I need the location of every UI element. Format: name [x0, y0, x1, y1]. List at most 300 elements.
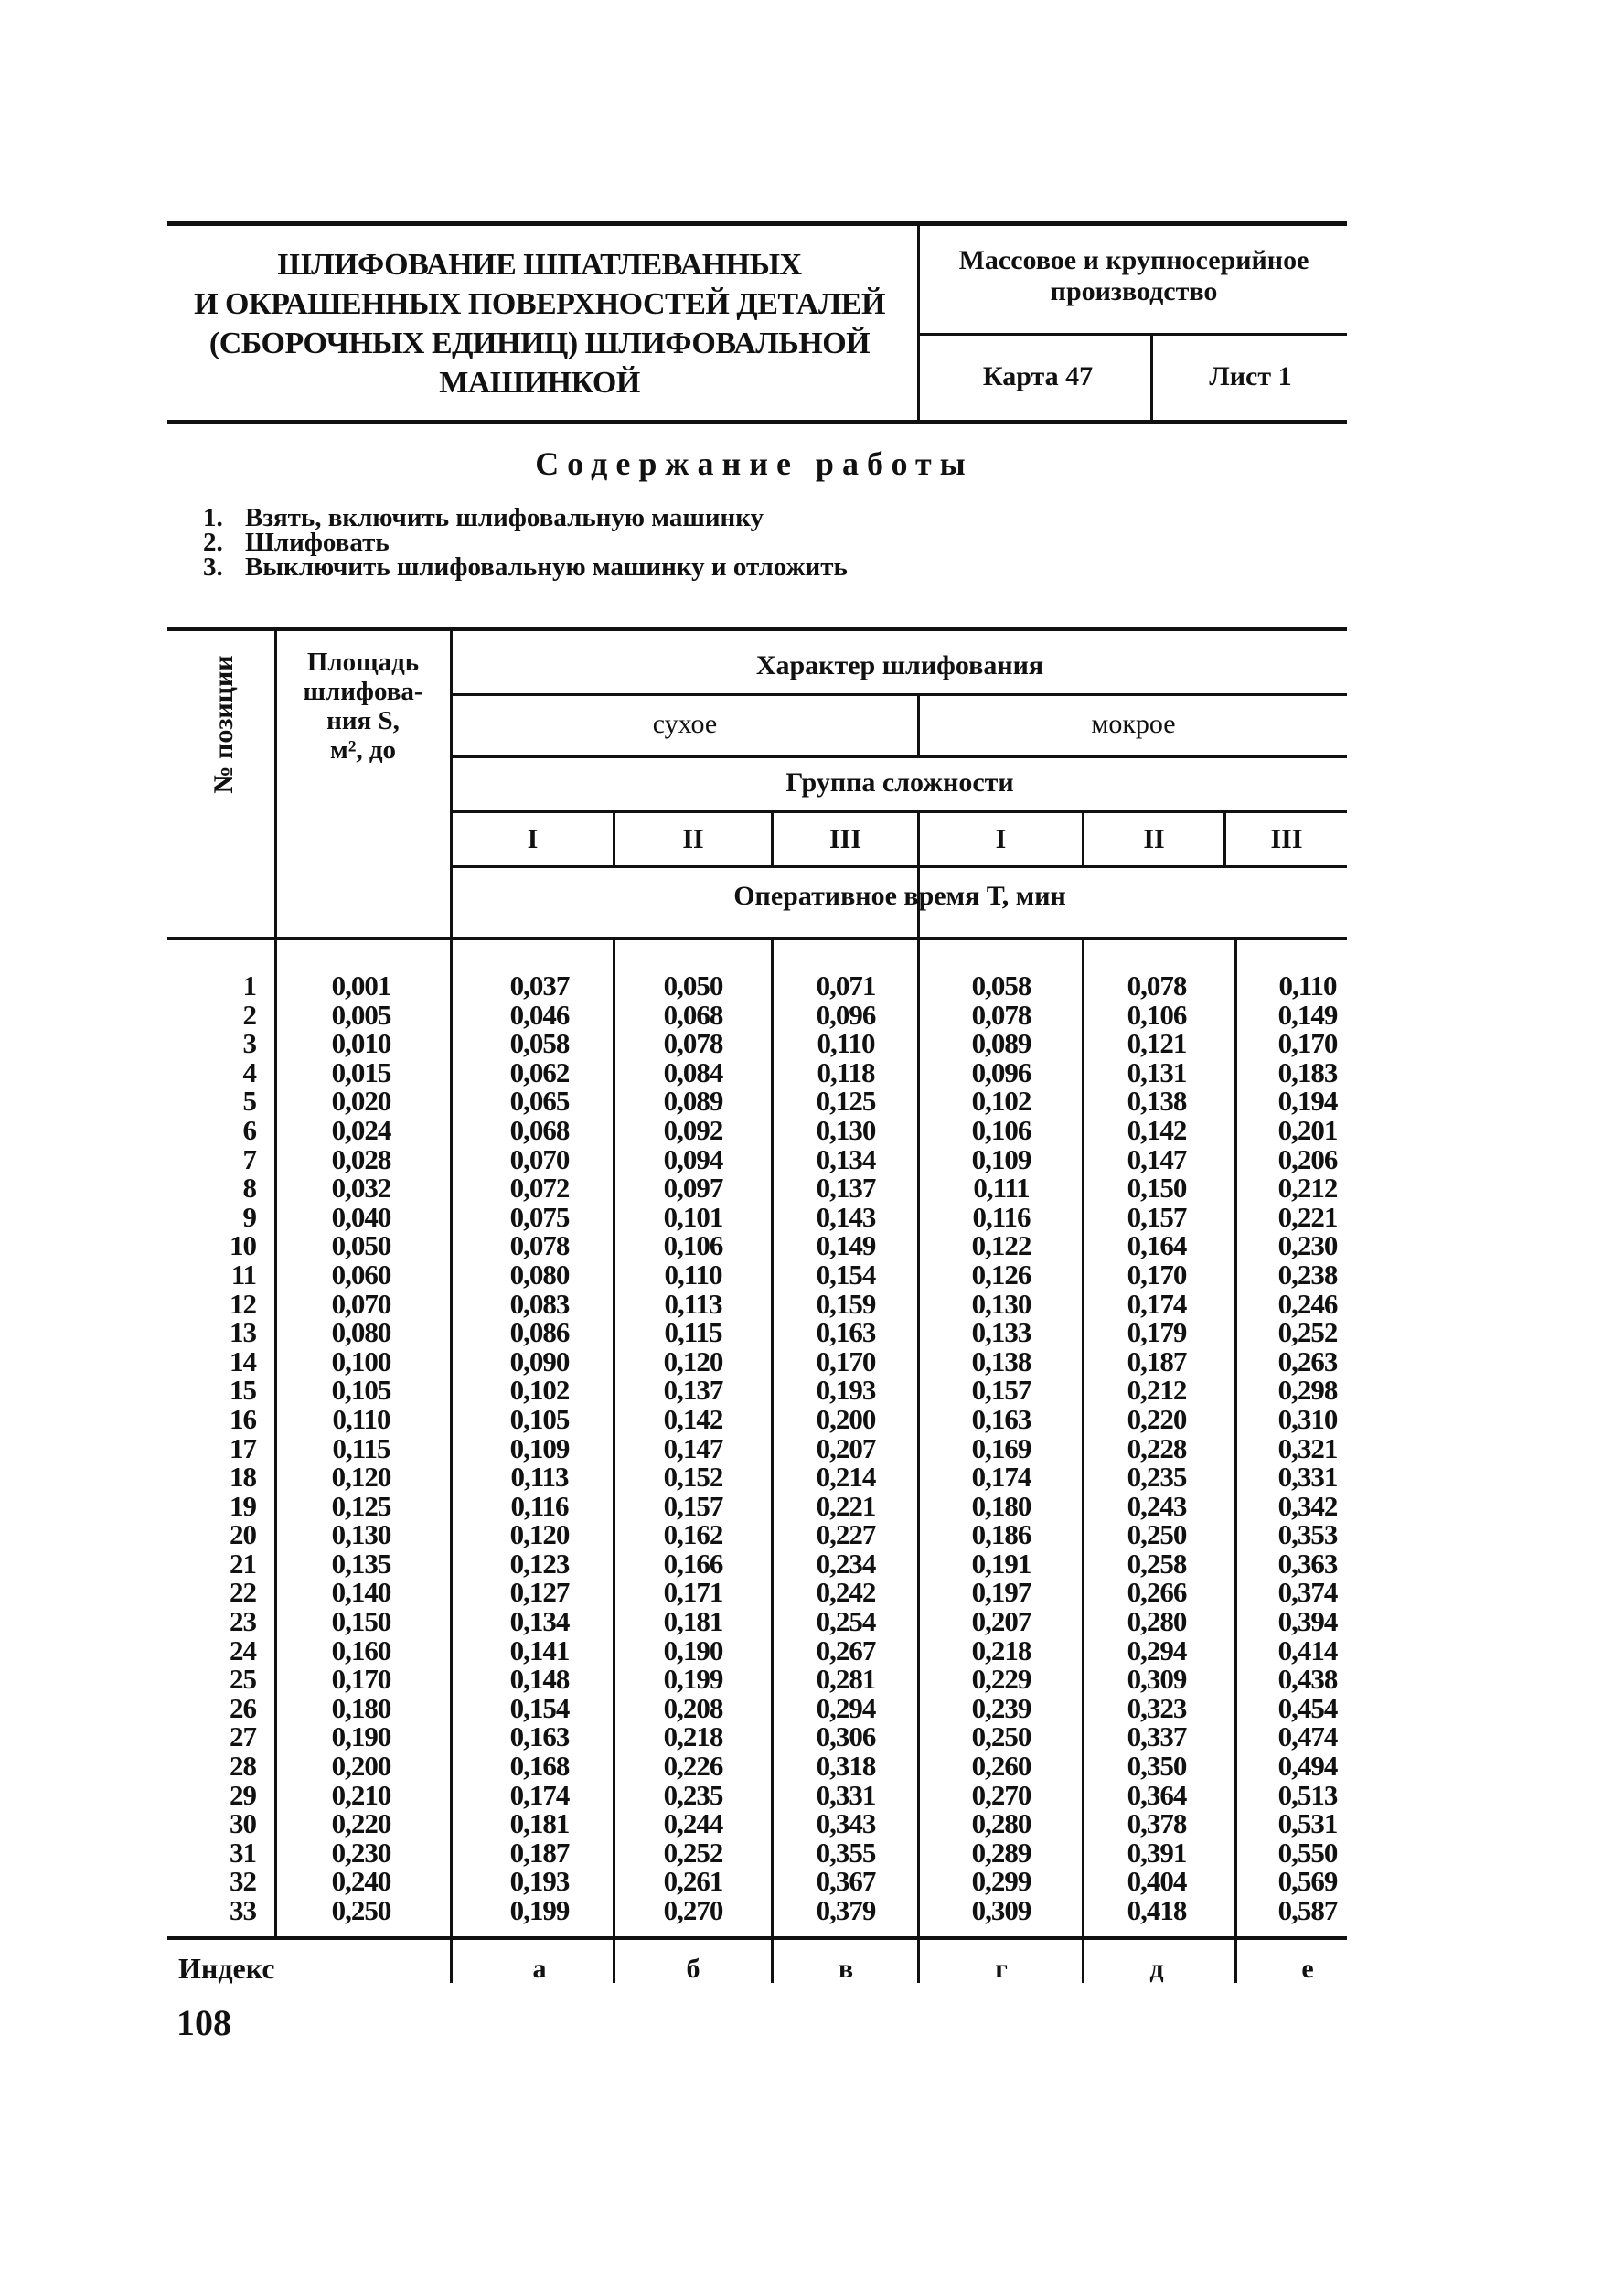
time-cell: 0,239: [971, 1691, 1031, 1724]
table-row: [0, 1607, 1624, 1636]
time-cell: 0,138: [1127, 1085, 1187, 1118]
position-cell: 3: [242, 1027, 256, 1060]
time-cell: 0,246: [1277, 1287, 1338, 1320]
time-cell: 0,229: [971, 1663, 1031, 1696]
time-cell: 0,157: [1127, 1200, 1187, 1233]
production-type: [924, 245, 1344, 307]
time-cell: 0,218: [663, 1720, 723, 1753]
table-row: [0, 1142, 1624, 1175]
time-cell: 0,149: [1277, 998, 1338, 1031]
time-cell: 0,159: [816, 1287, 876, 1320]
time-cell: 0,130: [816, 1113, 876, 1146]
time-cell: 0,454: [1277, 1691, 1338, 1724]
time-cell: 0,220: [1127, 1402, 1187, 1435]
table-row: [0, 1431, 1624, 1464]
time-cell: 0,363: [1277, 1547, 1338, 1580]
table-top-rule: [167, 627, 1347, 631]
time-cell: 0,170: [816, 1345, 876, 1377]
table-row: [0, 1691, 1624, 1724]
area-cell: 0,001: [331, 970, 391, 1002]
time-cell: 0,353: [1277, 1518, 1338, 1551]
time-cell: 0,306: [816, 1720, 876, 1753]
time-cell: 0,299: [971, 1865, 1031, 1898]
area-header-line: Площадь: [306, 648, 420, 677]
position-cell: 1: [242, 970, 256, 1002]
dry-header: сухое: [652, 709, 718, 739]
position-cell: 7: [242, 1142, 256, 1175]
time-cell: 0,142: [663, 1402, 723, 1435]
area-cell: 0,028: [331, 1142, 391, 1175]
area-cell: 0,010: [331, 1027, 391, 1060]
time-cell: 0,157: [663, 1489, 723, 1522]
time-cell: 0,181: [663, 1605, 723, 1638]
table-row: [0, 1231, 1624, 1260]
table-row: [0, 1578, 1624, 1607]
area-cell: 0,250: [331, 1894, 391, 1926]
table-row: [0, 1029, 1624, 1058]
time-cell: 0,235: [663, 1778, 723, 1811]
document-title-line: И ОКРАШЕННЫХ ПОВЕРХНОСТЕЙ ДЕТАЛЕЙ: [194, 287, 885, 321]
area-header-line: м², до: [329, 735, 397, 765]
time-cell: 0,391: [1127, 1836, 1187, 1869]
time-cell: 0,120: [663, 1345, 723, 1377]
time-cell: 0,133: [971, 1316, 1031, 1349]
time-cell: 0,131: [1127, 1055, 1187, 1088]
time-cell: 0,084: [663, 1055, 723, 1088]
time-cell: 0,342: [1277, 1489, 1338, 1522]
time-cell: 0,193: [816, 1374, 876, 1407]
time-cell: 0,168: [509, 1750, 570, 1783]
time-cell: 0,212: [1277, 1172, 1338, 1205]
time-cell: 0,094: [663, 1142, 723, 1175]
time-cell: 0,086: [509, 1316, 570, 1349]
table-row: [0, 1318, 1624, 1347]
time-cell: 0,218: [971, 1634, 1031, 1666]
position-cell: 2: [242, 998, 256, 1031]
time-cell: 0,078: [509, 1229, 570, 1262]
time-cell: 0,294: [1127, 1634, 1187, 1666]
area-cell: 0,160: [331, 1634, 391, 1666]
time-cell: 0,187: [1127, 1345, 1187, 1377]
time-cell: 0,569: [1277, 1865, 1338, 1898]
time-cell: 0,106: [663, 1229, 723, 1262]
area-cell: 0,070: [331, 1287, 391, 1320]
time-cell: 0,078: [663, 1027, 723, 1060]
time-cell: 0,394: [1277, 1605, 1338, 1638]
time-cell: 0,062: [509, 1055, 570, 1088]
index-letter: б: [686, 1954, 700, 1984]
time-cell: 0,252: [663, 1836, 723, 1869]
index-letter: д: [1149, 1954, 1164, 1984]
time-cell: 0,280: [1127, 1605, 1187, 1638]
time-cell: 0,418: [1127, 1894, 1187, 1926]
time-cell: 0,181: [509, 1807, 570, 1840]
time-cell: 0,050: [663, 970, 723, 1002]
time-cell: 0,318: [816, 1750, 876, 1783]
time-cell: 0,143: [816, 1200, 876, 1233]
time-cell: 0,438: [1277, 1663, 1338, 1696]
time-cell: 0,263: [1277, 1345, 1338, 1377]
time-cell: 0,186: [971, 1518, 1031, 1551]
area-header-line: шлифова-: [303, 677, 423, 706]
area-cell: 0,120: [331, 1461, 391, 1494]
table-divider: [453, 865, 1347, 868]
position-cell: 8: [242, 1172, 256, 1205]
time-cell: 0,260: [971, 1750, 1031, 1783]
time-cell: 0,068: [509, 1113, 570, 1146]
time-cell: 0,281: [816, 1663, 876, 1696]
header-vertical-divider: [917, 223, 920, 423]
time-cell: 0,221: [816, 1489, 876, 1522]
table-body: [0, 971, 1624, 1925]
table-row: [0, 1838, 1624, 1868]
area-cell: 0,050: [331, 1229, 391, 1262]
time-cell: 0,071: [816, 970, 876, 1002]
document-title: [174, 245, 905, 402]
time-cell: 0,190: [663, 1634, 723, 1666]
time-cell: 0,214: [816, 1461, 876, 1494]
position-cell: 25: [230, 1663, 256, 1696]
time-cell: 0,102: [971, 1085, 1031, 1118]
position-cell: 10: [230, 1229, 256, 1262]
time-cell: 0,193: [509, 1865, 570, 1898]
time-cell: 0,137: [663, 1374, 723, 1407]
table-row: [0, 1287, 1624, 1320]
time-cell: 0,550: [1277, 1836, 1338, 1869]
time-cell: 0,261: [663, 1865, 723, 1898]
time-cell: 0,162: [663, 1518, 723, 1551]
time-cell: 0,083: [509, 1287, 570, 1320]
position-cell: 30: [230, 1807, 256, 1840]
index-label: Индекс: [178, 1952, 275, 1985]
area-cell: 0,150: [331, 1605, 391, 1638]
table-row: [0, 1200, 1624, 1233]
table-row: [0, 1867, 1624, 1896]
document-title-line: ШЛИФОВАНИЕ ШПАТЛЕВАННЫХ: [277, 248, 802, 282]
area-cell: 0,115: [332, 1431, 390, 1464]
time-cell: 0,137: [816, 1172, 876, 1205]
table-row: [0, 1520, 1624, 1549]
time-cell: 0,130: [971, 1287, 1031, 1320]
table-row: [0, 998, 1624, 1031]
time-cell: 0,163: [509, 1720, 570, 1753]
time-cell: 0,149: [816, 1229, 876, 1262]
time-cell: 0,089: [663, 1085, 723, 1118]
time-cell: 0,127: [509, 1576, 570, 1609]
time-cell: 0,166: [663, 1547, 723, 1580]
area-cell: 0,200: [331, 1750, 391, 1783]
position-cell: 9: [242, 1200, 256, 1233]
time-cell: 0,250: [1127, 1518, 1187, 1551]
header-bottom-rule: [167, 420, 1347, 424]
position-cell: 6: [242, 1113, 256, 1146]
time-cell: 0,170: [1277, 1027, 1338, 1060]
position-cell: 24: [230, 1634, 256, 1666]
area-cell: 0,170: [331, 1663, 391, 1696]
work-step: 1. Взять, включить шлифовальную машинку: [203, 503, 764, 532]
table-row: [0, 1665, 1624, 1694]
area-cell: 0,220: [331, 1807, 391, 1840]
time-cell: 0,221: [1277, 1200, 1338, 1233]
area-cell: 0,240: [331, 1865, 391, 1898]
time-cell: 0,243: [1127, 1489, 1187, 1522]
time-cell: 0,157: [971, 1374, 1031, 1407]
time-cell: 0,309: [971, 1894, 1031, 1926]
position-cell: 13: [230, 1316, 256, 1349]
wet-header: мокрое: [1091, 709, 1176, 739]
position-cell: 21: [230, 1547, 256, 1580]
table-row: [0, 1636, 1624, 1666]
table-divider: [453, 755, 1347, 758]
time-cell: 0,075: [509, 1200, 570, 1233]
time-cell: 0,201: [1277, 1113, 1338, 1146]
time-cell: 0,046: [509, 998, 570, 1031]
time-cell: 0,212: [1127, 1374, 1187, 1407]
index-letter: в: [838, 1954, 854, 1984]
production-type-line: производство: [1050, 276, 1218, 306]
time-cell: 0,110: [664, 1258, 722, 1291]
group-cell: III: [1270, 824, 1303, 854]
time-cell: 0,118: [817, 1055, 875, 1088]
time-cell: 0,078: [1127, 970, 1187, 1002]
time-cell: 0,494: [1277, 1750, 1338, 1783]
position-cell: 12: [230, 1287, 256, 1320]
time-cell: 0,037: [509, 970, 570, 1002]
position-cell: 32: [230, 1865, 256, 1898]
time-cell: 0,147: [663, 1431, 723, 1464]
time-cell: 0,587: [1277, 1894, 1338, 1926]
position-column-header: № позиции: [208, 655, 239, 794]
time-cell: 0,238: [1277, 1258, 1338, 1291]
time-cell: 0,163: [971, 1402, 1031, 1435]
table-row: [0, 1463, 1624, 1492]
time-cell: 0,226: [663, 1750, 723, 1783]
time-cell: 0,254: [816, 1605, 876, 1638]
card-number: Карта 47: [982, 361, 1094, 391]
area-cell: 0,100: [331, 1345, 391, 1377]
time-cell: 0,230: [1277, 1229, 1338, 1262]
time-cell: 0,152: [663, 1461, 723, 1494]
position-cell: 5: [242, 1085, 256, 1118]
area-cell: 0,060: [331, 1258, 391, 1291]
work-step: 2. Шлифовать: [203, 528, 390, 557]
time-cell: 0,116: [510, 1489, 569, 1522]
time-cell: 0,141: [509, 1634, 570, 1666]
document-title-line: (СБОРОЧНЫХ ЕДИНИЦ) ШЛИФОВАЛЬНОЙ: [208, 327, 871, 360]
index-letter: г: [995, 1954, 1008, 1984]
time-cell: 0,089: [971, 1027, 1031, 1060]
time-cell: 0,109: [509, 1431, 570, 1464]
table-row: [0, 1376, 1624, 1405]
position-cell: 20: [230, 1518, 256, 1551]
table-row: [0, 1809, 1624, 1838]
time-cell: 0,101: [663, 1200, 723, 1233]
time-cell: 0,122: [971, 1229, 1031, 1262]
table-head-bottom-rule: [167, 937, 1347, 940]
time-cell: 0,266: [1127, 1576, 1187, 1609]
area-cell: 0,032: [331, 1172, 391, 1205]
time-cell: 0,414: [1277, 1634, 1338, 1666]
group-cell: I: [995, 824, 1007, 854]
time-cell: 0,121: [1127, 1027, 1187, 1060]
time-cell: 0,174: [509, 1778, 570, 1811]
area-header-line: ния S,: [326, 706, 400, 735]
time-cell: 0,110: [1278, 970, 1337, 1002]
time-cell: 0,294: [816, 1691, 876, 1724]
time-cell: 0,080: [509, 1258, 570, 1291]
time-cell: 0,197: [971, 1576, 1031, 1609]
time-cell: 0,126: [971, 1258, 1031, 1291]
time-cell: 0,207: [971, 1605, 1031, 1638]
time-cell: 0,321: [1277, 1431, 1338, 1464]
time-cell: 0,102: [509, 1374, 570, 1407]
time-cell: 0,227: [816, 1518, 876, 1551]
time-cell: 0,170: [1127, 1258, 1187, 1291]
table-row: [0, 1752, 1624, 1781]
area-cell: 0,230: [331, 1836, 391, 1869]
work-content-title: Содержание работы: [535, 445, 974, 482]
position-cell: 4: [242, 1055, 256, 1088]
time-cell: 0,270: [663, 1894, 723, 1926]
time-cell: 0,513: [1277, 1778, 1338, 1811]
time-cell: 0,242: [816, 1576, 876, 1609]
production-type-line: Массовое и крупносерийное: [958, 245, 1309, 275]
index-letter: а: [532, 1954, 547, 1984]
area-cell: 0,020: [331, 1085, 391, 1118]
table-row: [0, 1722, 1624, 1752]
operative-time-header: Оперативное время Т, мин: [733, 881, 1066, 911]
position-cell: 16: [230, 1402, 256, 1435]
time-cell: 0,208: [663, 1691, 723, 1724]
time-cell: 0,109: [971, 1142, 1031, 1175]
time-cell: 0,183: [1277, 1055, 1338, 1088]
position-cell: 18: [230, 1461, 256, 1494]
table-divider: [453, 693, 1347, 696]
time-cell: 0,068: [663, 998, 723, 1031]
time-cell: 0,174: [971, 1461, 1031, 1494]
time-cell: 0,270: [971, 1778, 1031, 1811]
area-cell: 0,080: [331, 1316, 391, 1349]
time-cell: 0,106: [1127, 998, 1187, 1031]
table-row: [0, 1489, 1624, 1522]
time-cell: 0,058: [509, 1027, 570, 1060]
time-cell: 0,250: [971, 1720, 1031, 1753]
table-row: [0, 1402, 1624, 1435]
time-cell: 0,096: [971, 1055, 1031, 1088]
time-cell: 0,134: [816, 1142, 876, 1175]
time-cell: 0,244: [663, 1807, 723, 1840]
time-cell: 0,147: [1127, 1142, 1187, 1175]
position-cell: 29: [230, 1778, 256, 1811]
table-row: [0, 1778, 1624, 1811]
time-cell: 0,115: [664, 1316, 722, 1349]
group-cell: II: [1143, 824, 1165, 854]
header-top-rule: [167, 221, 1347, 226]
time-cell: 0,123: [509, 1547, 570, 1580]
area-cell: 0,190: [331, 1720, 391, 1753]
time-cell: 0,331: [816, 1778, 876, 1811]
area-cell: 0,180: [331, 1691, 391, 1724]
time-cell: 0,280: [971, 1807, 1031, 1840]
position-cell: 31: [230, 1836, 256, 1869]
time-cell: 0,174: [1127, 1287, 1187, 1320]
position-cell: 11: [230, 1258, 256, 1291]
time-cell: 0,267: [816, 1634, 876, 1666]
time-cell: 0,252: [1277, 1316, 1338, 1349]
time-cell: 0,206: [1277, 1142, 1338, 1175]
time-cell: 0,092: [663, 1113, 723, 1146]
group-cell: II: [682, 824, 704, 854]
time-cell: 0,138: [971, 1345, 1031, 1377]
time-cell: 0,228: [1127, 1431, 1187, 1464]
position-cell: 17: [230, 1431, 256, 1464]
time-cell: 0,171: [663, 1576, 723, 1609]
time-cell: 0,194: [1277, 1085, 1338, 1118]
time-cell: 0,097: [663, 1172, 723, 1205]
area-cell: 0,125: [331, 1489, 391, 1522]
area-cell: 0,135: [331, 1547, 391, 1580]
time-cell: 0,070: [509, 1142, 570, 1175]
time-cell: 0,180: [971, 1489, 1031, 1522]
time-cell: 0,169: [971, 1431, 1031, 1464]
area-cell: 0,005: [331, 998, 391, 1031]
sheet-number: Лист 1: [1209, 361, 1292, 391]
time-cell: 0,337: [1127, 1720, 1187, 1753]
position-cell: 26: [230, 1691, 256, 1724]
complexity-group-header: Группа сложности: [785, 767, 1014, 798]
time-cell: 0,150: [1127, 1172, 1187, 1205]
time-cell: 0,065: [509, 1085, 570, 1118]
time-cell: 0,191: [971, 1547, 1031, 1580]
time-cell: 0,379: [816, 1894, 876, 1926]
time-cell: 0,258: [1127, 1547, 1187, 1580]
area-cell: 0,040: [331, 1200, 391, 1233]
page-number: 108: [176, 2002, 231, 2043]
index-letter: е: [1301, 1954, 1314, 1984]
time-cell: 0,120: [509, 1518, 570, 1551]
time-cell: 0,090: [509, 1345, 570, 1377]
time-cell: 0,078: [971, 998, 1031, 1031]
time-cell: 0,058: [971, 970, 1031, 1002]
time-cell: 0,125: [816, 1085, 876, 1118]
work-steps-list: [203, 503, 1300, 582]
time-cell: 0,331: [1277, 1461, 1338, 1494]
table-row: [0, 1549, 1624, 1579]
table-row: [0, 1113, 1624, 1146]
table-row: [0, 1896, 1624, 1925]
area-cell: 0,105: [331, 1374, 391, 1407]
table-row: [0, 1173, 1624, 1203]
time-cell: 0,364: [1127, 1778, 1187, 1811]
time-cell: 0,111: [973, 1172, 1030, 1205]
time-cell: 0,154: [509, 1691, 570, 1724]
time-cell: 0,404: [1127, 1865, 1187, 1898]
time-cell: 0,531: [1277, 1807, 1338, 1840]
time-cell: 0,105: [509, 1402, 570, 1435]
time-cell: 0,298: [1277, 1374, 1338, 1407]
position-cell: 27: [230, 1720, 256, 1753]
time-cell: 0,289: [971, 1836, 1031, 1869]
time-cell: 0,106: [971, 1113, 1031, 1146]
area-cell: 0,110: [332, 1402, 390, 1435]
time-cell: 0,234: [816, 1547, 876, 1580]
time-cell: 0,350: [1127, 1750, 1187, 1783]
area-cell: 0,210: [331, 1778, 391, 1811]
area-cell: 0,024: [331, 1113, 391, 1146]
table-row: [0, 1087, 1624, 1116]
time-cell: 0,309: [1127, 1663, 1187, 1696]
position-cell: 23: [230, 1605, 256, 1638]
